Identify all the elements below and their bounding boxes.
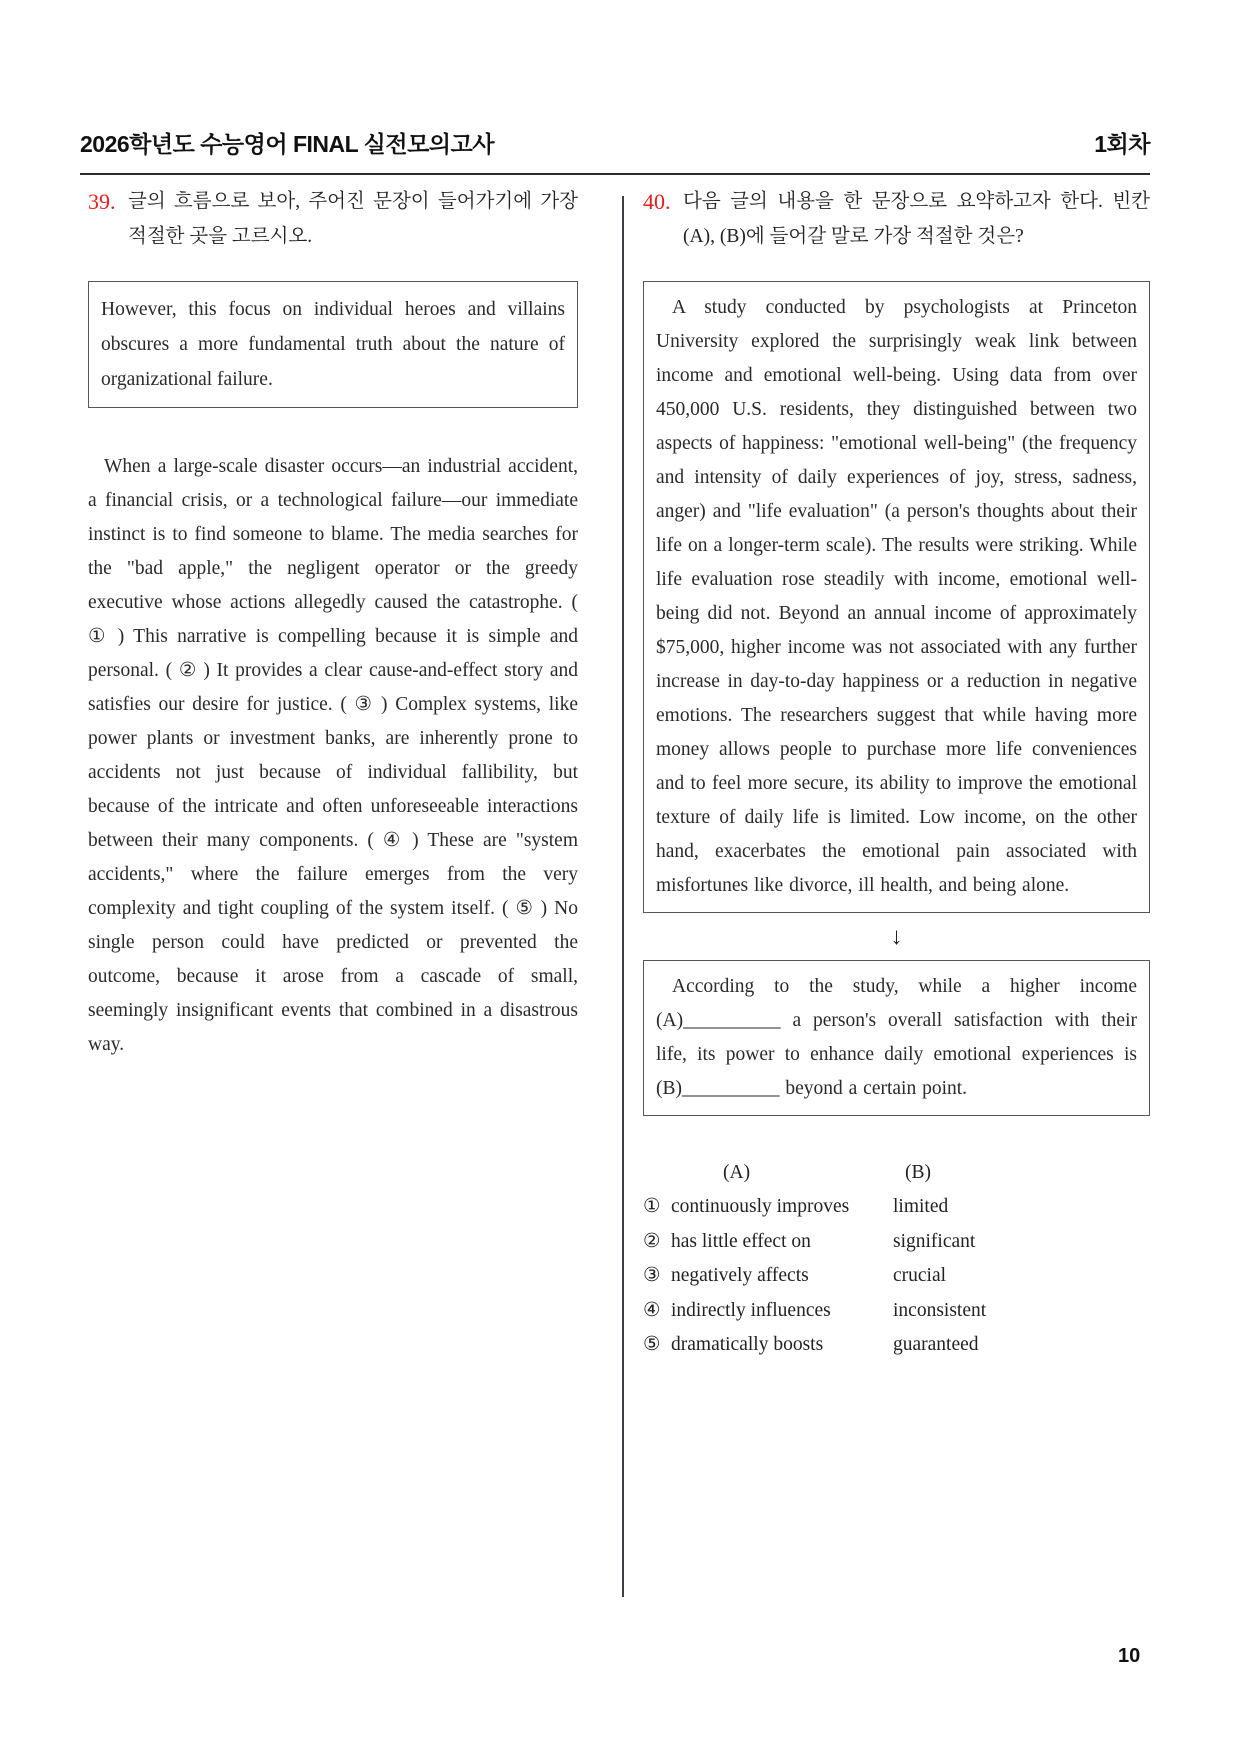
question-40-summary-text: According to the study, while a higher income (A)__________ a person's overall satisfaction with their life, its power to enhance daily emotional experiences is (B)__________ beyond a certain point. bbox=[656, 976, 1137, 1099]
question-39-given-sentence-box bbox=[88, 281, 578, 408]
round-label: 1회차 bbox=[1094, 131, 1150, 157]
choice-1-a-text: continuously improves bbox=[671, 1196, 850, 1217]
question-39 bbox=[88, 184, 578, 1062]
choice-row-1[interactable] bbox=[643, 1190, 1150, 1225]
column-divider bbox=[622, 196, 624, 1597]
page-header bbox=[80, 126, 1150, 159]
given-sentence-text: However, this focus on individual heroes and villains obscures a more fundamental truth about the nature of organizational failure. bbox=[101, 299, 565, 390]
choice-4-b-text: inconsistent bbox=[893, 1299, 987, 1321]
question-40-header bbox=[643, 184, 1150, 254]
header-rule bbox=[80, 173, 1150, 175]
question-40-passage-text: A study conducted by psychologists at Princeton University explored the surprisingly weak link between income and emotional well-being. Using data from over 450,000 U.S. residents, they distinguished between two aspects of happiness: "emotional well-being" (the frequency and intensity of daily experiences of joy, stress, sadness, anger) and "life evaluation" (a person's thoughts about their life on a longer-term scale). The results were striking. While life evaluation rose steadily with income, emotional well-being did not. Beyond an annual income of approximately $75,000, higher income was not associated with any further increase in day-to-day happiness or a reduction in negative emotions. The researchers suggest that while having more money allows people to purchase more life conveniences and to feel more secure, its ability to improve the emotional texture of daily life is limited. Low income, on the other hand, exacerbates the emotional pain associated with misfortunes like divorce, ill health, and being alone. bbox=[656, 297, 1137, 896]
choice-4-number: ④ bbox=[643, 1299, 661, 1321]
question-39-number: 39. bbox=[88, 189, 116, 214]
down-arrow-icon: ↓ bbox=[890, 924, 903, 950]
choices-header-b: (B) bbox=[905, 1162, 931, 1183]
choice-5-b-text: guaranteed bbox=[893, 1334, 979, 1355]
question-39-passage: When a large-scale disaster occurs—an industrial accident, a financial crisis, or a technological failure—our immediate instinct is to find someone to blame. The media searches for the "bad apple," the negligent operator or the greedy executive whose actions allegedly caused the catastrophe. ( ① ) This narrative is compelling because it is simple and personal. ( ② ) It provides a clear cause-and-effect story and satisfies our desire for justice. ( ③ ) Complex systems, like power plants or investment banks, are inherently prone to accidents not just because of individual fallibility, but because of the intricate and often unforeseeable interactions between their many components. ( ④ ) These are "system accidents," where the failure emerges from the very complexity and tight coupling of the system itself. ( ⑤ ) No single person could have predicted or prevented the outcome, because it arose from a cascade of small, seemingly insignificant events that combined in a disastrous way. bbox=[88, 456, 578, 1055]
choice-1-b-text: limited bbox=[893, 1196, 949, 1217]
question-40 bbox=[643, 184, 1150, 1363]
choice-3-number: ③ bbox=[643, 1265, 661, 1286]
choices-header-a: (A) bbox=[723, 1162, 751, 1183]
choice-4-a-text: indirectly influences bbox=[671, 1299, 831, 1321]
choice-row-3[interactable] bbox=[643, 1259, 1150, 1294]
choice-3-b-text: crucial bbox=[893, 1265, 947, 1286]
choice-2-b-text: significant bbox=[893, 1230, 976, 1252]
question-39-instruction: 글의 흐름으로 보아, 주어진 문장이 들어가기에 가장 적절한 곳을 고르시오. bbox=[128, 191, 578, 247]
choice-3-a-text: negatively affects bbox=[671, 1265, 809, 1286]
question-40-instruction: 다음 글의 내용을 한 문장으로 요약하고자 한다. 빈칸 (A), (B)에 들어갈 말로 가장 적절한 것은? bbox=[683, 191, 1150, 247]
choice-5-number: ⑤ bbox=[643, 1334, 661, 1355]
choice-row-4[interactable] bbox=[643, 1294, 1150, 1329]
choice-row-2[interactable] bbox=[643, 1225, 1150, 1260]
question-40-summary-box bbox=[643, 960, 1150, 1116]
choice-1-number: ① bbox=[643, 1196, 661, 1217]
question-40-passage-box bbox=[643, 281, 1150, 913]
choices-header bbox=[643, 1156, 1150, 1190]
choice-2-number: ② bbox=[643, 1230, 661, 1252]
choice-5-a-text: dramatically boosts bbox=[671, 1334, 824, 1355]
question-40-number: 40. bbox=[643, 189, 671, 214]
question-39-header bbox=[88, 184, 578, 254]
choice-2-a-text: has little effect on bbox=[671, 1230, 811, 1252]
answer-choices bbox=[643, 1156, 1150, 1363]
exam-title: 2026학년도 수능영어 FINAL 실전모의고사 bbox=[80, 131, 494, 157]
choice-row-5[interactable] bbox=[643, 1328, 1150, 1363]
page-number: 10 bbox=[1118, 1645, 1141, 1667]
